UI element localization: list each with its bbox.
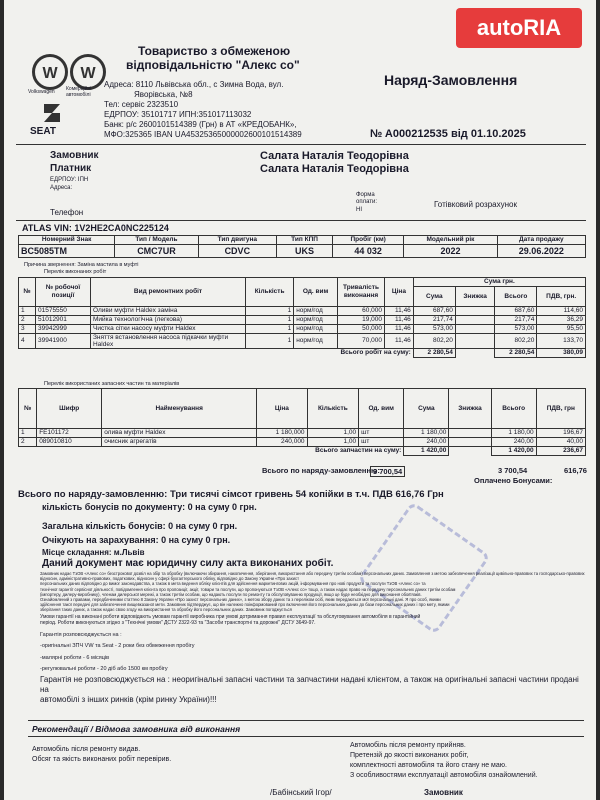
ph-unit: Од. вим xyxy=(359,389,404,429)
footer-right2: Претензій до якості виконаних робіт, xyxy=(350,752,469,759)
vh-plate: Номерний Знак xyxy=(19,236,115,245)
parts-total-sum: 1 420,00 xyxy=(404,447,449,456)
warranty-paint: -малярні роботи - 6 місяців xyxy=(40,655,110,661)
doc-title: Наряд-Замовлення xyxy=(384,72,518,88)
wh-code: № робочої позиції xyxy=(35,278,90,307)
parts-total-label: Всього запчастин на суму: xyxy=(315,447,402,455)
ph-name: Найменування xyxy=(102,389,257,429)
vv-gearbox: UKS xyxy=(277,245,333,258)
footer-right1: Автомобіль після ремонту прийняв. xyxy=(350,742,466,749)
seat-logo xyxy=(42,102,62,124)
table-row: 3 39942999 Чистка сітки насосу муфти Haldex 1 норм/год 50,000 11,46 573,00 573,00 95,50 xyxy=(19,325,586,334)
wh-qty: Кількість xyxy=(245,278,293,307)
ph-qty: Кількість xyxy=(307,389,359,429)
vh-engine: Тип двигуна xyxy=(198,236,276,245)
customer-name: Салата Наталія Теодорівна xyxy=(260,150,409,162)
company-bank: Банк: р/с 2600101514389 (Грн) в АТ «КРЕДОБАНК», xyxy=(104,120,297,129)
footer-left2: Обсяг та якість виконаних робіт перевірив. xyxy=(32,756,172,763)
vh-sale-date: Дата продажу xyxy=(497,236,585,245)
validity: Даний документ має юридичну силу акта виконаних робіт. xyxy=(42,558,334,569)
company-name-line1: Товариство з обмеженою xyxy=(138,44,291,58)
parts-table xyxy=(18,388,586,456)
address-label: Адреса: xyxy=(50,185,73,191)
wh-sum: Сума xyxy=(413,287,455,307)
bonus-total: Загальна кількість бонусів: 0 на суму 0 грн. xyxy=(42,521,238,531)
doc-number: № A000212535 від 01.10.2025 xyxy=(370,128,526,140)
works-caption: Перелік виконаних робіт xyxy=(44,269,107,275)
signature-right: Замовник xyxy=(424,788,463,797)
order-total-vat: 616,76 xyxy=(564,466,587,475)
order-total-all: 3 700,54 xyxy=(498,466,528,475)
ph-price: Ціна xyxy=(257,389,307,429)
table-row: 2 089010810 очисник агрегатів 240,000 1,00 шт 240,00 240,00 40,00 xyxy=(19,438,586,447)
footer-right4: З особливостями експлуатації автомобіля ознайомлений. xyxy=(350,772,538,779)
footer-right3: комплектності автомобіля та його стану не маю. xyxy=(350,762,507,769)
volkswagen-logo xyxy=(32,54,68,90)
autoria-watermark: autoRIA xyxy=(456,8,582,48)
brand1-label: Volkswagen xyxy=(28,89,55,95)
legal-text: Замовник надає ТзОВ «Алекс со» безстрокової дозвіл на збір та обробку (включаючи збирання, накопичення, зберігання, використання або передачу третім особам) персональних даних. Замовлення з метою забезпечення реалізації цивільно-правових та господарсько-правових відносин, адміністративно-правових, податкових, відносин у сфері бухгалтерського обліку, відповідно до Закону України «Про захист персональних даних відповідно до вимог законодавства, а також в мета ведення обліку клієнтів для здійснення маркетингових акцій, інформування про нові продукти та послуги ТзОВ «Алекс со» та технічної гарантії сервісної діяльності, повідомлення клієнта про пропозиції, акції, товари та послуги, що пропонуються ТзОВ «Алекс со» тощо, а також надає право на передачу персональних даних третім особам (імпортеру, дилеру-виробнику), членам дилерської мережі, а також третім особам, що надають послуги по ремонту та обслуговуванню продукції, якщо це буде необхідно для виконання обов'язків. Ознайомлений з правами, передбаченими статтею 8 Закону України «Про захист персональних даних», з метою збору даних та з переліком осіб, яким передаються мої персональні дані. Я про особ, якими здійснення такої передачі для забезпечення вищевказаної мети. Замовник підтверджує, що він належно поінформований про включення його персональних даних до бази персональних даних і про мету, якими зберігання таких даних, а також надає свою згоду на використання та обробку його персональних даних. Замовник погоджується xyxy=(40,571,585,613)
company-name-line2: відповідальністю "Алекс со" xyxy=(126,58,300,72)
total-in-words: Всього по наряду-замовленню: Три тисячі сімсот гривень 54 копійки в т.ч. ПДВ 616,76 Грн xyxy=(18,489,444,500)
order-total-label: Всього по наряду-замовленню: xyxy=(262,466,380,475)
warranty-scope: Гарантія розповсюджується на : xyxy=(40,632,122,638)
parts-total-all: 1 420,00 xyxy=(491,447,536,456)
works-total-all: 2 280,54 xyxy=(495,349,537,358)
reason-note: Причина звернення: Заміна мастила в муфті xyxy=(24,262,139,268)
wh-unit: Од. вим xyxy=(294,278,338,307)
table-row: 1 FE101172 олива муфти Haldex 1 180,000 1,00 шт 1 180,00 1 180,00 196,67 xyxy=(19,429,586,438)
recommendations: Рекомендації / Відмова замовника від виконання xyxy=(32,724,241,734)
parts-total-vat: 236,67 xyxy=(536,447,585,456)
wh-duration: Тривалість виконання xyxy=(337,278,384,307)
works-total-label: Всього робіт на суму: xyxy=(340,349,411,357)
vv-mileage: 44 032 xyxy=(333,245,404,258)
warranty-exclusion: Гарантія не розповсюджується на : неоригінальні запасні частини та запчастини надані клієнтом, а також на оригінальні запасні частини продані на автомобілі з інших ринків (крім ринку України)!!! xyxy=(40,675,579,704)
ph-num: № xyxy=(19,389,37,429)
payment-value: Готівковий розрахунок xyxy=(434,200,517,209)
place: Місце складання: м.Львів xyxy=(42,548,145,557)
svg-text:W: W xyxy=(42,65,58,82)
warranty-adjust: -регулювальні роботи - 20 діб або 1500 км пробігу xyxy=(40,666,168,672)
table-row: 2 51012901 Мийка технологічна (легкова) 1 норм/год 19,000 11,46 217,74 217,74 36,29 xyxy=(19,316,586,325)
vh-year: Модельний рік xyxy=(404,236,497,245)
vehicle-table xyxy=(18,235,586,258)
wh-total: Всього xyxy=(495,287,537,307)
company-edrpou: ЕДРПОУ: 35101717 ИПН:351017113032 xyxy=(104,110,252,119)
order-total-sum: 3 700,54 xyxy=(370,466,405,477)
wh-discount: Знижка xyxy=(455,287,495,307)
volkswagen-commercial-logo xyxy=(70,54,106,90)
company-address2: Яворівська, №8 xyxy=(134,90,193,99)
bonus-count: кількість бонусів по документу: 0 на суму 0 грн. xyxy=(42,502,257,512)
ph-vat: ПДВ, грн xyxy=(536,389,585,429)
vh-gearbox: Тип КПП xyxy=(277,236,333,245)
vh-model: Тип / Модель xyxy=(115,236,198,245)
vv-model: CMC7UR xyxy=(115,245,198,258)
phone-label: Телефон xyxy=(50,208,84,217)
ph-total: Всього xyxy=(491,389,536,429)
signature-left: /Бабінський Ігор/ xyxy=(270,788,332,797)
works-table xyxy=(18,277,586,358)
vin: ATLAS VIN: 1V2HE2CA0NC225124 xyxy=(22,223,169,233)
bonus-expected: Очікують на зарахування: 0 на суму 0 грн. xyxy=(42,535,231,545)
vv-plate: BC5085TM xyxy=(19,245,115,258)
wh-num: № xyxy=(19,278,36,307)
ph-sum: Сума xyxy=(404,389,449,429)
ph-code: Шифр xyxy=(37,389,102,429)
company-address: Адреса: 8110 Львівська обл., с Зимна Вода, вул. xyxy=(104,80,284,89)
bonus-paid-label: Оплачено Бонусами: xyxy=(474,476,553,485)
company-mfo: МФО:325365 IBAN UA453253650000026001015143​89 xyxy=(104,130,302,139)
brand2-label: SEAT xyxy=(30,126,56,137)
footer-left1: Автомобіль після ремонту видав. xyxy=(32,746,141,753)
svg-text:W: W xyxy=(80,65,96,82)
warranty-intro: Умови гарантії на виконані роботи відповідають умовам гарантії виробника при умові дотримання правил експлуатації та обслуговування автомобіля в гарантійний період. Роботи виконуються згідно з "Технічні умови" ДСТУ 2322-93 та "Засоби транспортні та дорожні" ДСТУ 3649-97. xyxy=(40,614,421,626)
wh-work: Вид ремонтних робіт xyxy=(90,278,245,307)
wh-sum-group: Сума грн. xyxy=(413,278,585,287)
company-phone: Тел: сервіс 2323510 xyxy=(104,100,179,109)
wh-price: Ціна xyxy=(384,278,413,307)
nds-label: НІ xyxy=(356,207,362,213)
works-total-sum: 2 280,54 xyxy=(413,349,455,358)
table-row: 4 39941900 Зняття встановлення насоса підкачки муфти Haldex 1 норм/год 70,000 11,46 802,20 802,20 133,70 xyxy=(19,334,586,349)
brand1b-label: Комерційні автомобілі xyxy=(66,86,92,98)
vh-mileage: Пробіг (км) xyxy=(333,236,404,245)
warranty-parts: -оригінальні ЗПЧ VW та Seat - 2 роки без обмеження пробігу xyxy=(40,643,195,649)
vv-year: 2022 xyxy=(404,245,497,258)
vv-sale-date: 29.06.2022 xyxy=(497,245,585,258)
works-total-vat: 380,09 xyxy=(537,349,586,358)
wh-vat: ПДВ, грн. xyxy=(537,287,586,307)
document-page xyxy=(4,0,596,800)
customer-label: Замовник xyxy=(50,150,99,161)
edrpou-label: ЕДРПОУ: ІПН xyxy=(50,177,89,183)
vv-engine: CDVC xyxy=(198,245,276,258)
table-row: 1 01575550 Оливи муфти Haldex заміна 1 норм/год 60,000 11,46 687,60 687,60 114,60 xyxy=(19,307,586,316)
payment-label: Форма оплати: xyxy=(356,192,378,205)
payer-label: Платник xyxy=(50,163,92,174)
payer-name: Салата Наталія Теодорівна xyxy=(260,163,409,175)
ph-discount: Знижка xyxy=(449,389,491,429)
parts-caption: Перелік використаних запасних частин та матеріалів xyxy=(44,381,180,387)
